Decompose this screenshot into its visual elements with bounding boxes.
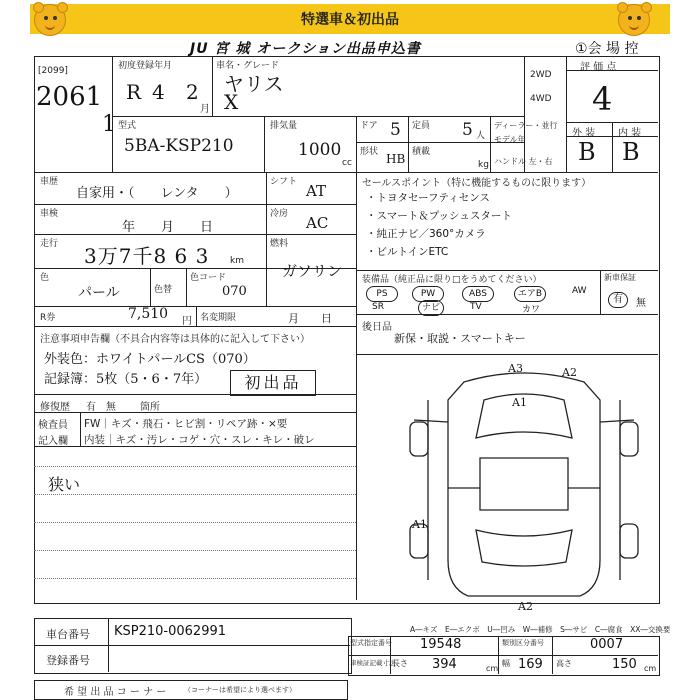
- sales-point-2: ・スマート＆プッシュスタート: [366, 210, 512, 222]
- note-exterior: 外装色：ホワイトパールCS（070）: [44, 352, 256, 367]
- interior-row: 内装｜キズ・汚レ・コゲ・穴・スレ・キレ・破レ: [84, 434, 315, 446]
- exterior-grade: B: [578, 138, 596, 166]
- lot-handmark: 1: [102, 112, 116, 137]
- reg-month: 2: [186, 80, 199, 104]
- form-header: JU 宮 城 オークション出品申込書: [190, 41, 421, 57]
- car-name: ヤリス: [224, 72, 284, 96]
- kg-unit: kg: [478, 160, 489, 170]
- code-label: [2099]: [38, 66, 68, 76]
- mirrors: [414, 420, 634, 422]
- equip-sr: SR: [372, 302, 384, 312]
- dealer-label: ディーラー・並行: [494, 121, 558, 130]
- history-label: 車歴: [40, 177, 59, 187]
- equip-airbag: エアB: [514, 286, 546, 302]
- class-value: 0007: [590, 637, 624, 652]
- equip-leather: カワ: [522, 305, 541, 315]
- shape-label: 形状: [360, 147, 379, 157]
- drive-2wd: 2WD: [530, 70, 552, 80]
- sales-point-4: ・ビルトインETC: [366, 246, 449, 258]
- color-label: 色: [40, 273, 50, 283]
- first-reg-label: 初度登録年月: [118, 61, 173, 71]
- warranty-yes: 有: [608, 292, 628, 308]
- type-cert-value: 19548: [420, 637, 462, 652]
- wheel-fl: [410, 422, 428, 456]
- color-code-label: 色コード: [190, 273, 227, 283]
- name-change-label: 名変期限: [200, 313, 237, 323]
- width-label: 幅: [502, 659, 510, 668]
- entry-label: 記入欄: [38, 436, 68, 447]
- new-warranty-label: 新車保証: [604, 273, 636, 282]
- model-year-label: モデル年: [494, 135, 526, 144]
- diagram-mark-a2-rear: A2: [518, 600, 533, 613]
- handle-label: ハンドル 左・右: [494, 157, 553, 166]
- equip-aw: AW: [572, 286, 587, 296]
- diagram-mark-a1-side: A1: [412, 518, 427, 531]
- wish-note: （コーナーは希望により選べます）: [184, 686, 296, 694]
- capacity-value: 5: [462, 120, 473, 140]
- recycle-value: 7,510: [128, 306, 169, 322]
- car-name-label: 車名・グレード: [216, 61, 280, 71]
- capacity-unit: 人: [476, 131, 486, 141]
- equip-pw: PW: [412, 286, 444, 302]
- height-value: 150: [612, 657, 637, 672]
- doors-label: ドア: [360, 121, 378, 131]
- class-label: 類別区分番号: [502, 639, 544, 647]
- load-label: 積載: [412, 147, 431, 157]
- inspection-value: 年 月 日: [122, 220, 214, 235]
- fuel-label: 燃料: [270, 239, 289, 249]
- wheel-fr: [620, 422, 638, 456]
- cc-unit: cc: [342, 158, 352, 168]
- shift-label: シフト: [270, 177, 298, 187]
- handwritten-note: 狭い: [48, 475, 81, 494]
- banner-title: 特選車＆初出品: [301, 12, 399, 28]
- model-value: 5BA-KSP210: [124, 136, 234, 156]
- damage-legend: A―キズ E―エクボ U―凹み W―補修 S―サビ C―腐食 XX―交換要: [410, 625, 671, 634]
- diagram-mark-a2-top: A2: [562, 366, 577, 379]
- mileage-label: 走行: [40, 239, 59, 249]
- displacement-label: 排気量: [270, 121, 298, 131]
- warranty-no: 無: [636, 298, 646, 309]
- shift-value: AT: [306, 182, 327, 200]
- drive-4wd: 4WD: [530, 94, 552, 104]
- wheel-rr: [620, 524, 638, 558]
- era: R: [126, 80, 142, 104]
- km-unit: km: [230, 256, 244, 266]
- interior-grade: B: [622, 138, 640, 166]
- wish-label: 希 望 出 品 コ ー ナ ー: [64, 687, 167, 698]
- width-value: 169: [518, 657, 543, 672]
- reg-year: 4: [152, 80, 165, 104]
- venue-copy: ①会 場 控: [575, 41, 639, 57]
- fw-row: FW｜キズ・飛石・ヒビ割・リペア跡・×要: [84, 418, 288, 430]
- chassis-value: KSP210-0062991: [114, 624, 227, 639]
- displacement-value: 1000: [298, 140, 342, 160]
- first-listing-stamp: 初出品: [230, 370, 316, 396]
- equipment-label: 装備品（純正品に限り□をうめてください）: [362, 275, 542, 285]
- repair-value: 有 無: [86, 402, 116, 413]
- length-unit: cm: [486, 664, 499, 673]
- equip-abs: ABS: [462, 286, 494, 302]
- sales-point-label: セールスポイント（特に機能するものに限ります）: [362, 178, 592, 189]
- diagram-mark-a1-top: A1: [512, 396, 527, 409]
- height-unit: cm: [644, 664, 657, 673]
- repair-label: 修復歴: [40, 402, 70, 413]
- dim-label: 車検証記載寸法: [350, 659, 396, 667]
- reg-label: 登録番号: [46, 654, 90, 667]
- body-sides: [428, 400, 620, 580]
- mileage-value: 3万7千8 6 3: [84, 244, 210, 268]
- repair-part: 箇所: [140, 402, 160, 413]
- diagram-mark-a3: A3: [508, 362, 523, 375]
- history-value: 自家用・（ レンタ ）: [76, 186, 238, 201]
- yen-unit: 円: [182, 316, 192, 327]
- grade: X: [224, 90, 239, 114]
- model-label: 型式: [118, 121, 137, 131]
- inspection-label: 車検: [40, 209, 59, 219]
- grade-box-label: 評 価 点: [580, 62, 617, 73]
- post-install-value: 新保・取説・スマートキー: [394, 332, 526, 345]
- post-install-label: 後日品: [362, 322, 392, 333]
- roof: [480, 458, 568, 510]
- rear-window: [476, 530, 572, 566]
- equip-tv: TV: [470, 302, 482, 312]
- equip-navi: ナビ: [418, 300, 444, 316]
- type-cert-label: 型式指定番号: [350, 639, 392, 647]
- height-label: 高さ: [556, 659, 572, 668]
- aircon-label: 冷房: [270, 209, 289, 219]
- doors-value: 5: [390, 120, 401, 140]
- month-suffix: 月: [200, 104, 210, 115]
- length-value: 394: [432, 657, 457, 672]
- sales-point-1: ・トヨタセーフティセンス: [366, 192, 490, 204]
- recycle-label: R券: [40, 313, 56, 323]
- score: 4: [592, 80, 613, 118]
- capacity-label: 定員: [412, 121, 431, 131]
- equip-ps: PS: [366, 286, 398, 302]
- note-records: 記録簿：5枚（5・6・7年）: [44, 372, 208, 387]
- aircon-value: AC: [306, 214, 329, 232]
- interior-color-label: 色替: [154, 285, 173, 295]
- fuel-value: ガソリン: [282, 262, 343, 280]
- chassis-label: 車台番号: [46, 628, 90, 641]
- interior-label: 内 装: [618, 128, 642, 139]
- notes-label: 注意事項申告欄（不具合内容等は具体的に記入して下さい）: [40, 334, 310, 345]
- shape-value: HB: [386, 152, 406, 166]
- color-value: パール: [78, 285, 120, 301]
- sales-point-3: ・純正ナビ／360°カメラ: [366, 228, 486, 240]
- name-change-value: 月 日: [288, 312, 332, 325]
- inspector-label: 検査員: [38, 420, 68, 431]
- lot-number: 2061: [36, 82, 103, 112]
- color-code-value: 070: [222, 284, 247, 299]
- exterior-label: 外 装: [572, 128, 596, 139]
- length-label: 長さ: [392, 659, 408, 668]
